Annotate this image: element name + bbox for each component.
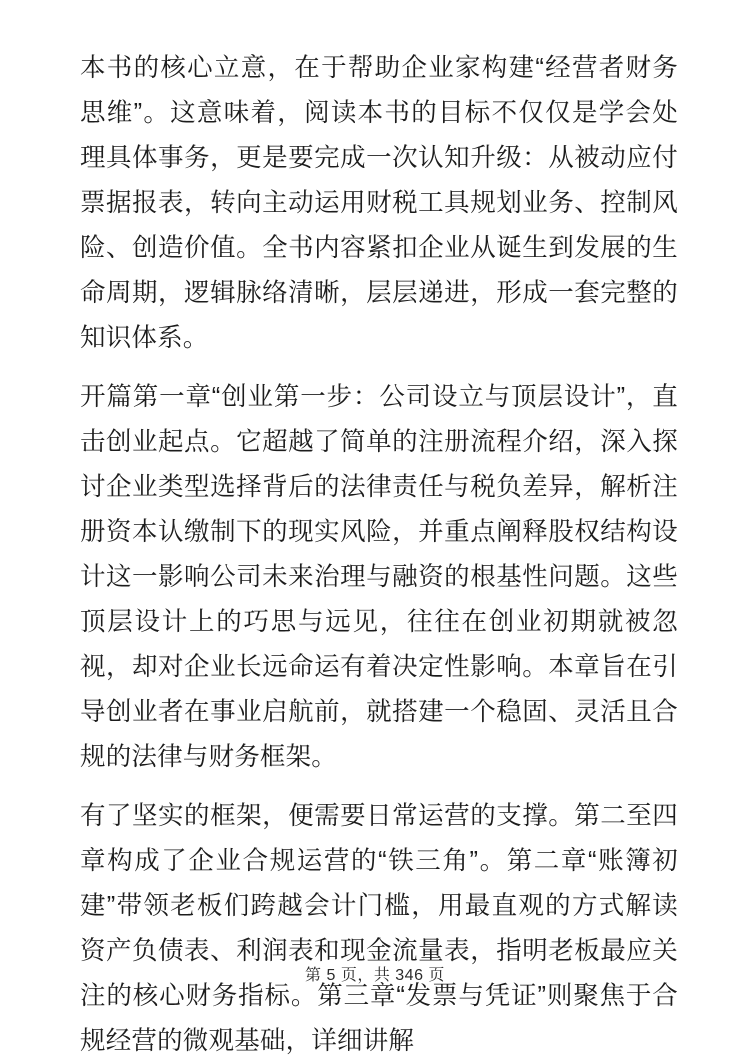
paragraph-1: 本书的核心立意，在于帮助企业家构建“经营者财务思维”。这意味着，阅读本书的目标不仅仅是学会处理具体事务，更是要完成一次认知升级：从被动应付票据报表，转向主动运用财税工具规划业务、控制风险、创造价值。全书内容紧扣企业从诞生到发展的生命周期，逻辑脉络清晰，层层递进，形成一套完整的知识体系。 (80, 54, 678, 352)
document-body (80, 46, 678, 1064)
paragraph-2: 开篇第一章“创业第一步：公司设立与顶层设计”，直击创业起点。它超越了简单的注册流程介绍，深入探讨企业类型选择背后的法律责任与税负差异，解析注册资本认缴制下的现实风险，并重点阐释股权结构设计这一影响公司未来治理与融资的根基性问题。这些顶层设计上的巧思与远见，往往在创业初期就被忽视，却对企业长远命运有着决定性影响。本章旨在引导创业者在事业启航前，就搭建一个稳固、灵活且合规的法律与财务框架。 (80, 383, 678, 771)
paragraph-3: 有了坚实的框架，便需要日常运营的支撑。第二至四章构成了企业合规运营的“铁三角”。第二章“账簿初建”带领老板们跨越会计门槛，用最直观的方式解读资产负债表、利润表和现金流量表，指明老板最应关注的核心财务指标。第三章“发票与凭证”则聚焦于合规经营的微观基础，详细讲解 (80, 802, 678, 1055)
page-number-footer: 第 5 页，共 346 页 (305, 967, 445, 984)
